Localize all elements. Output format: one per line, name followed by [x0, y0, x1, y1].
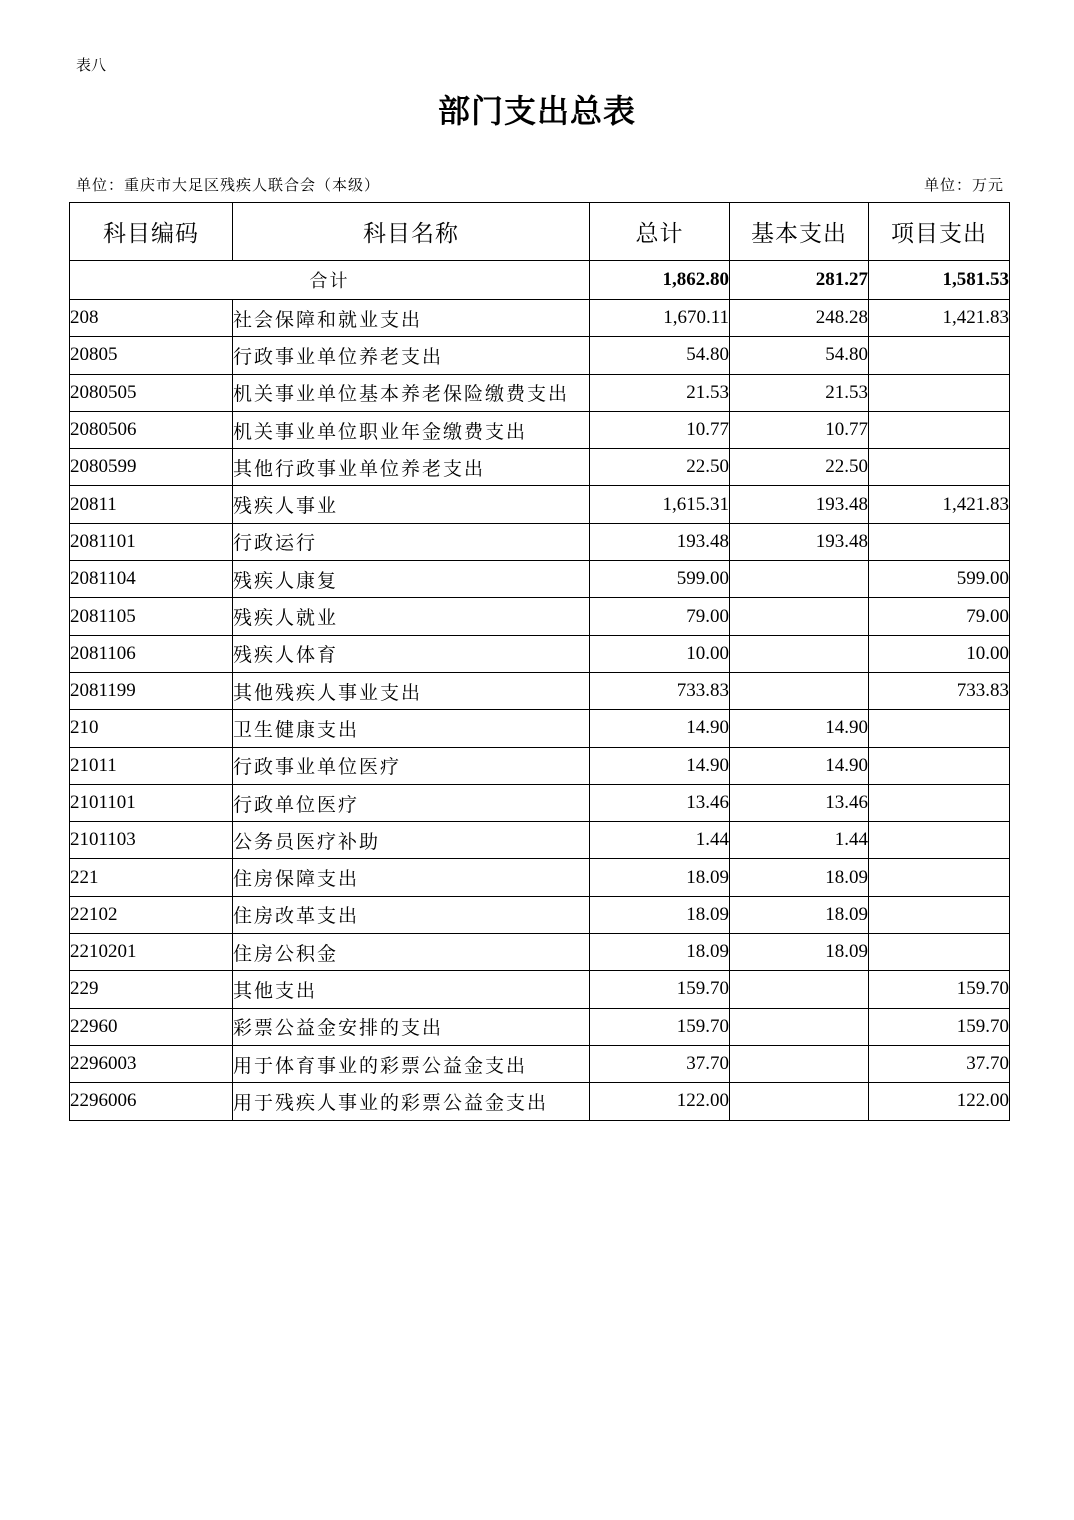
cell-project — [869, 374, 1010, 411]
cell-code: 2080506 — [70, 411, 233, 448]
column-header-code: 科目编码 — [70, 203, 233, 261]
cell-name: 机关事业单位基本养老保险缴费支出 — [233, 374, 590, 411]
cell-code: 2101103 — [70, 822, 233, 859]
cell-basic — [730, 635, 869, 672]
cell-project: 1,421.83 — [869, 300, 1010, 337]
cell-code: 2080599 — [70, 449, 233, 486]
cell-total: 1.44 — [590, 822, 730, 859]
cell-project: 159.70 — [869, 971, 1010, 1008]
cell-code: 22960 — [70, 1008, 233, 1045]
cell-total: 37.70 — [590, 1045, 730, 1082]
cell-basic — [730, 672, 869, 709]
cell-total: 79.00 — [590, 598, 730, 635]
cell-total: 1,615.31 — [590, 486, 730, 523]
column-header-name: 科目名称 — [233, 203, 590, 261]
cell-code: 2101101 — [70, 784, 233, 821]
cell-total: 1,670.11 — [590, 300, 730, 337]
table-row — [70, 374, 1010, 411]
cell-project: 733.83 — [869, 672, 1010, 709]
cell-name: 残疾人康复 — [233, 561, 590, 598]
cell-code: 2210201 — [70, 934, 233, 971]
cell-code: 2081101 — [70, 523, 233, 560]
cell-name: 住房保障支出 — [233, 859, 590, 896]
total-sum: 1,862.80 — [590, 261, 730, 300]
cell-name: 用于残疾人事业的彩票公益金支出 — [233, 1083, 590, 1120]
column-header-project: 项目支出 — [869, 203, 1010, 261]
table-row — [70, 822, 1010, 859]
table-row — [70, 859, 1010, 896]
cell-project — [869, 934, 1010, 971]
cell-basic: 14.90 — [730, 710, 869, 747]
total-basic: 281.27 — [730, 261, 869, 300]
cell-basic — [730, 598, 869, 635]
cell-name: 机关事业单位职业年金缴费支出 — [233, 411, 590, 448]
table-row — [70, 561, 1010, 598]
cell-code: 2081105 — [70, 598, 233, 635]
column-header-basic: 基本支出 — [730, 203, 869, 261]
cell-code: 208 — [70, 300, 233, 337]
cell-basic — [730, 561, 869, 598]
cell-name: 其他残疾人事业支出 — [233, 672, 590, 709]
cell-project: 10.00 — [869, 635, 1010, 672]
cell-code: 2080505 — [70, 374, 233, 411]
unit-organization: 单位：重庆市大足区残疾人联合会（本级） — [76, 176, 381, 194]
expenditure-table — [69, 202, 1010, 1121]
cell-code: 20805 — [70, 337, 233, 374]
cell-name: 卫生健康支出 — [233, 710, 590, 747]
cell-project: 159.70 — [869, 1008, 1010, 1045]
cell-total: 159.70 — [590, 1008, 730, 1045]
cell-project: 37.70 — [869, 1045, 1010, 1082]
cell-name: 行政单位医疗 — [233, 784, 590, 821]
cell-name: 其他支出 — [233, 971, 590, 1008]
cell-project: 1,421.83 — [869, 486, 1010, 523]
cell-project — [869, 859, 1010, 896]
cell-project — [869, 523, 1010, 560]
column-header-total: 总计 — [590, 203, 730, 261]
cell-basic: 193.48 — [730, 486, 869, 523]
cell-name: 住房改革支出 — [233, 896, 590, 933]
table-row — [70, 1083, 1010, 1120]
total-row — [70, 261, 1010, 300]
cell-basic: 13.46 — [730, 784, 869, 821]
cell-name: 行政事业单位养老支出 — [233, 337, 590, 374]
cell-total: 10.77 — [590, 411, 730, 448]
cell-total: 599.00 — [590, 561, 730, 598]
cell-project: 122.00 — [869, 1083, 1010, 1120]
table-row — [70, 598, 1010, 635]
cell-code: 210 — [70, 710, 233, 747]
cell-total: 733.83 — [590, 672, 730, 709]
cell-total: 18.09 — [590, 934, 730, 971]
cell-code: 21011 — [70, 747, 233, 784]
cell-name: 用于体育事业的彩票公益金支出 — [233, 1045, 590, 1082]
table-row — [70, 337, 1010, 374]
table-row — [70, 710, 1010, 747]
table-row — [70, 784, 1010, 821]
cell-name: 残疾人就业 — [233, 598, 590, 635]
cell-name: 住房公积金 — [233, 934, 590, 971]
cell-project — [869, 411, 1010, 448]
table-row — [70, 1008, 1010, 1045]
cell-code: 22102 — [70, 896, 233, 933]
table-row — [70, 486, 1010, 523]
table-row — [70, 747, 1010, 784]
cell-name: 公务员医疗补助 — [233, 822, 590, 859]
cell-total: 21.53 — [590, 374, 730, 411]
table-row — [70, 1045, 1010, 1082]
table-label: 表八 — [76, 56, 107, 74]
cell-project — [869, 784, 1010, 821]
cell-total: 18.09 — [590, 896, 730, 933]
page-title: 部门支出总表 — [437, 92, 636, 130]
table-row — [70, 411, 1010, 448]
cell-code: 2081104 — [70, 561, 233, 598]
table-row — [70, 896, 1010, 933]
cell-name: 社会保障和就业支出 — [233, 300, 590, 337]
cell-basic: 193.48 — [730, 523, 869, 560]
cell-total: 14.90 — [590, 747, 730, 784]
cell-basic: 10.77 — [730, 411, 869, 448]
cell-code: 20811 — [70, 486, 233, 523]
cell-basic — [730, 1045, 869, 1082]
cell-project — [869, 747, 1010, 784]
cell-basic: 248.28 — [730, 300, 869, 337]
cell-basic: 18.09 — [730, 859, 869, 896]
cell-total: 54.80 — [590, 337, 730, 374]
cell-project: 599.00 — [869, 561, 1010, 598]
cell-name: 其他行政事业单位养老支出 — [233, 449, 590, 486]
cell-basic: 14.90 — [730, 747, 869, 784]
cell-name: 行政运行 — [233, 523, 590, 560]
cell-total: 159.70 — [590, 971, 730, 1008]
table-row — [70, 635, 1010, 672]
table-row — [70, 523, 1010, 560]
total-project: 1,581.53 — [869, 261, 1010, 300]
table-row — [70, 449, 1010, 486]
unit-currency: 单位：万元 — [923, 176, 1004, 194]
table-row — [70, 934, 1010, 971]
cell-total: 10.00 — [590, 635, 730, 672]
cell-total: 193.48 — [590, 523, 730, 560]
cell-basic: 18.09 — [730, 896, 869, 933]
cell-code: 2081106 — [70, 635, 233, 672]
cell-basic: 1.44 — [730, 822, 869, 859]
cell-project — [869, 710, 1010, 747]
header-row — [70, 203, 1010, 261]
cell-total: 22.50 — [590, 449, 730, 486]
cell-total: 14.90 — [590, 710, 730, 747]
cell-code: 2296003 — [70, 1045, 233, 1082]
cell-project: 79.00 — [869, 598, 1010, 635]
table-row — [70, 672, 1010, 709]
cell-basic: 54.80 — [730, 337, 869, 374]
cell-basic: 21.53 — [730, 374, 869, 411]
cell-basic — [730, 1008, 869, 1045]
cell-code: 2081199 — [70, 672, 233, 709]
cell-basic: 18.09 — [730, 934, 869, 971]
cell-code: 221 — [70, 859, 233, 896]
cell-total: 13.46 — [590, 784, 730, 821]
cell-name: 彩票公益金安排的支出 — [233, 1008, 590, 1045]
cell-project — [869, 896, 1010, 933]
total-label: 合计 — [70, 261, 590, 300]
cell-name: 残疾人事业 — [233, 486, 590, 523]
cell-total: 122.00 — [590, 1083, 730, 1120]
cell-name: 行政事业单位医疗 — [233, 747, 590, 784]
cell-code: 229 — [70, 971, 233, 1008]
cell-project — [869, 337, 1010, 374]
cell-basic — [730, 971, 869, 1008]
cell-project — [869, 822, 1010, 859]
cell-project — [869, 449, 1010, 486]
cell-code: 2296006 — [70, 1083, 233, 1120]
table-row — [70, 971, 1010, 1008]
cell-total: 18.09 — [590, 859, 730, 896]
cell-basic: 22.50 — [730, 449, 869, 486]
table-row — [70, 300, 1010, 337]
cell-basic — [730, 1083, 869, 1120]
cell-name: 残疾人体育 — [233, 635, 590, 672]
